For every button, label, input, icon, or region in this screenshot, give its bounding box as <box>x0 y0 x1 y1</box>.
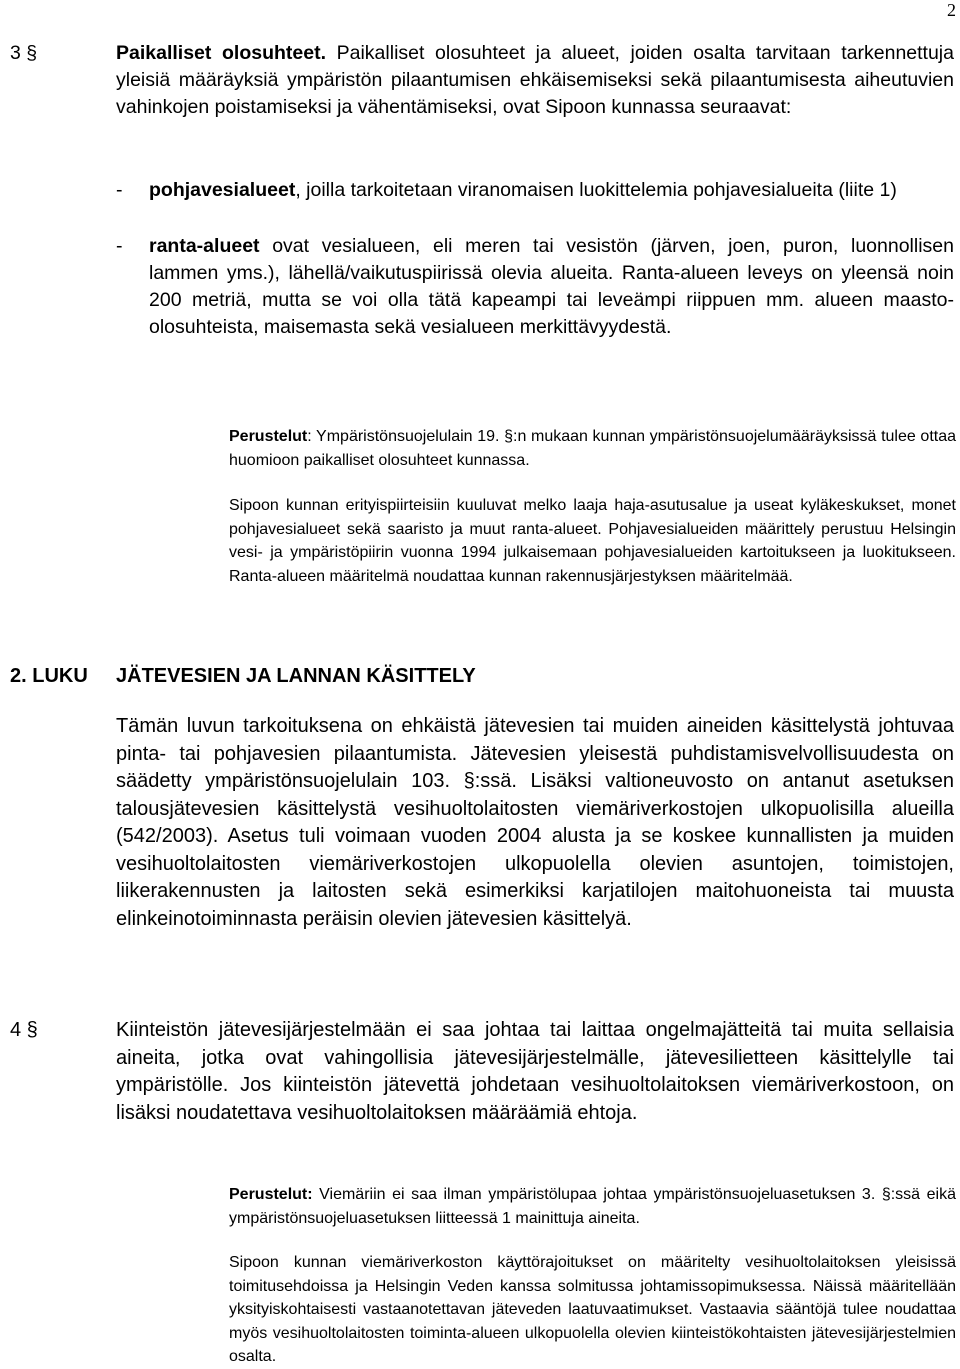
perustelut-label: Perustelut <box>229 428 308 445</box>
term-ranta-alueet: ranta-alueet <box>149 235 260 257</box>
section-4-text: Kiinteistön jätevesijärjestelmään ei saa johtaa tai laittaa ongelmajätteitä tai muita sellaisia aineita, jotka ovat vahingollisia jätevesijärjestelmälle, jätevesilietteen käsittelylle tai ympäristölle. Jos kiinteistön jätevettä johdetaan vesihuoltolaitoksen viemäriverkostoon, on lisäksi noudatettava vesihuoltolaitoksen määräämiä ehtoja. <box>116 1019 954 1124</box>
list-dash: - <box>116 179 123 201</box>
page-number: 2 <box>947 0 956 20</box>
chapter-title: JÄTEVESIEN JA LANNAN KÄSITTELY <box>116 665 476 687</box>
section-3-perustelut <box>229 425 956 472</box>
section-3-number: 3 § <box>10 42 38 64</box>
section-4-number: 4 § <box>10 1019 38 1041</box>
section-3-text: Paikalliset olosuhteet ja alueet, joiden osalta tarvitaan tarkennettuja yleisiä määräyksiä ympäristön pilaantumisen ehkäisemiseksi sekä pilaantumisesta aiheutuvien vahinkojen poistamiseksi ja vähentämiseksi, ovat Sipoon kunnassa seuraavat: <box>116 42 954 118</box>
section-3-note: Sipoon kunnan erityispiirteisiin kuuluvat melko laaja haja-asutusalue ja useat kyläkeskukset, monet pohjavesialueet sekä saaristo ja muut ranta-alueet. Pohjavesialueiden määrittely perustuu Helsingin vesi- ja ympäristöpiirin vuonna 1994 julkaisemaan pohjavesialueiden kartoitukseen ja luokitukseen. Ranta-alueen määritelmä noudattaa kunnan rakennusjärjestyksen määritelmää. <box>229 497 956 585</box>
section-4-perustelut <box>229 1183 956 1230</box>
list-item-text: , joilla tarkoitetaan viranomaisen luokittelemia pohjavesialueita (liite 1) <box>295 179 897 201</box>
perustelut-label: Perustelut: <box>229 1186 313 1203</box>
section-3-intro <box>116 40 954 121</box>
perustelut-text: Viemäriin ei saa ilman ympäristölupaa johtaa ympäristönsuojeluasetuksen 3. §:ssä eikä ympäristönsuojeluasetuksen liitteessä 1 mainittuja aineita. <box>229 1186 956 1227</box>
section-4-note: Sipoon kunnan viemäriverkoston käyttörajoitukset on määritelty vesihuoltolaitoksen yleisissä toimitusehdoissa ja Helsingin Veden kanssa solmitussa johtamissopimuksessa. Näissä määritellään yksityiskohtaisesti vastaanotettavan jäteveden laatuvaatimukset. Vastaavia sääntöjä tulee noudattaa myös vesihuoltolaitosten toiminta-alueen ulkopuolella olevien kiinteistökohtaisten jätevesijärjestelmien osalta. <box>229 1254 956 1365</box>
chapter-intro: Tämän luvun tarkoituksena on ehkäistä jätevesien tai muiden aineiden käsittelystä johtuvaa pinta- tai pohjavesien pilaantumista. Jätevesien yleisestä puhdistamisvelvollisuudesta on säädetty ympäristönsuojelulain 103. §:ssä. Lisäksi valtioneuvosto on antanut asetuksen talousjätevesien käsittelystä vesihuoltolaitosten viemäriverkostojen ulkopuolisilla alueilla (542/2003). Asetus tuli voimaan vuoden 2004 alusta ja se koskee kunnallisten ja muiden vesihuoltolaitosten viemäriverkostojen ulkopuolella olevien asuntojen, toimistojen, liikerakennusten ja laitosten sekä esimerkiksi karjatilojen maitohuoneista tai muusta elinkeinotoiminnasta peräisin olevien jätevesien käsittelyä. <box>116 715 954 930</box>
list-dash: - <box>116 235 123 257</box>
list-item <box>116 233 954 341</box>
term-pohjavesialueet: pohjavesialueet <box>149 179 296 201</box>
perustelut-text: : Ympäristönsuojelulain 19. §:n mukaan kunnan ympäristönsuojelumääräyksissä tulee ottaa huomioon paikalliset olosuhteet kunnassa. <box>229 428 956 469</box>
section-3-title: Paikalliset olosuhteet. <box>116 42 327 64</box>
list-item <box>116 177 954 204</box>
chapter-number: 2. LUKU <box>10 665 88 687</box>
list-item-text: ovat vesialueen, eli meren tai vesistön (järven, joen, puron, luonnollisen lammen yms.), lähellä/vaikutuspiirissä olevia alueita. Ranta-alueen leveys on yleensä noin 200 metriä, mutta se voi olla tätä kapeampi tai leveämpi riippuen mm. alueen maasto-olosuhteista, maisemasta sekä vesialueen merkittävyydestä. <box>149 235 954 338</box>
